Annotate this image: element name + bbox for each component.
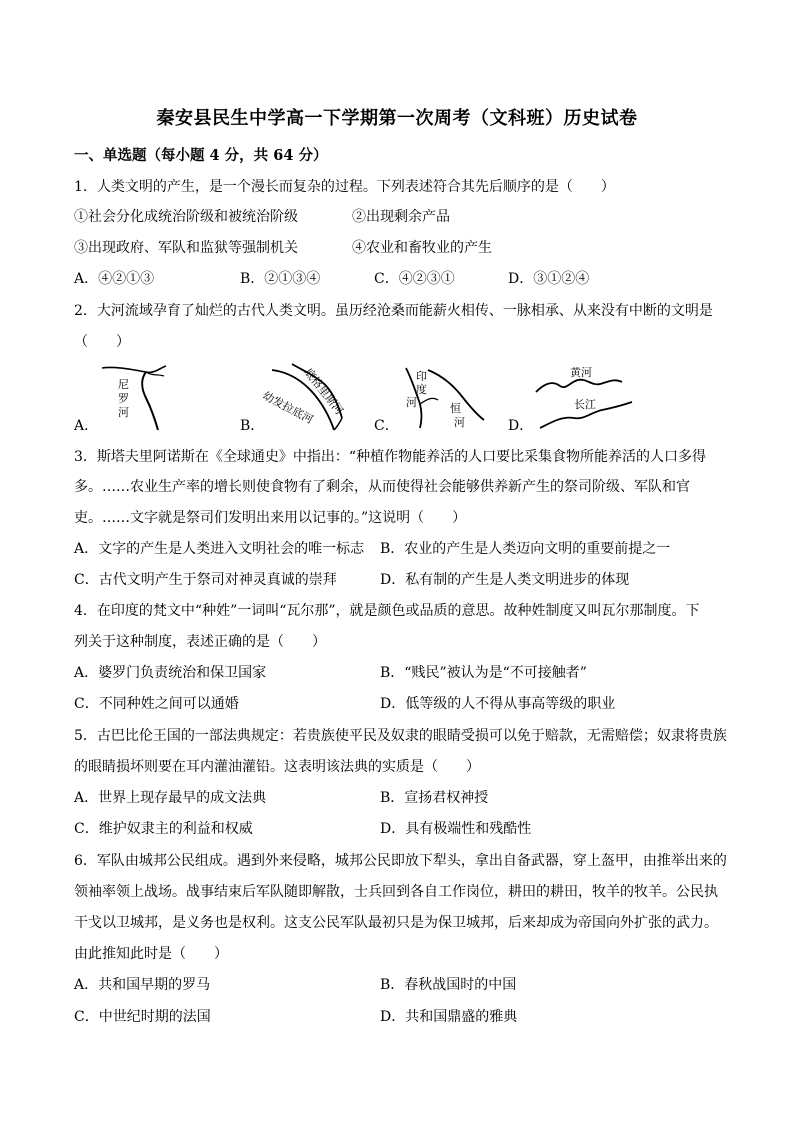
q2-option-c: C． bbox=[374, 418, 399, 434]
q6-option-a: A．共和国早期的罗马 bbox=[74, 977, 211, 993]
q6-option-b: B．春秋战国时的中国 bbox=[380, 977, 517, 993]
q5-option-d: D．具有极端性和残酷性 bbox=[380, 821, 532, 837]
q2-stem-line1: 2．大河流域孕育了灿烂的古代人类文明。虽历经沧桑而能薪火相传、一脉相承、从来没有中断的文明是 bbox=[74, 303, 713, 319]
q1-item-4: ④农业和畜牧业的产生 bbox=[352, 240, 492, 256]
q1-item-2: ②出现剩余产品 bbox=[352, 209, 450, 225]
q4-option-d: D．低等级的人不得从事高等级的职业 bbox=[380, 696, 616, 712]
q2-option-b: B． bbox=[240, 418, 265, 434]
q1-option-d: D．③①②④ bbox=[508, 271, 590, 287]
q5-stem-line2: 的眼睛损坏则要在耳内灌油灌铅。这表明该法典的实质是（ ） bbox=[74, 759, 480, 775]
q3-option-a: A．文字的产生是人类进入文明社会的唯一标志 bbox=[74, 541, 365, 557]
nile-label-3: 河 bbox=[118, 406, 129, 419]
q6-option-d: D．共和国鼎盛的雅典 bbox=[380, 1009, 518, 1025]
q1-stem: 1．人类文明的产生，是一个漫长而复杂的过程。下列表述符合其先后顺序的是（ ） bbox=[74, 179, 615, 195]
q6-stem-line2: 领袖率领上战场。战事结束后军队随即解散，士兵回到各自工作岗位，耕田的耕田，牧羊的牧羊。公民执 bbox=[74, 884, 718, 900]
q4-option-a: A．婆罗门负责统治和保卫国家 bbox=[74, 665, 267, 681]
yangtze-label: 长江 bbox=[574, 398, 596, 411]
nile-river-map bbox=[96, 362, 186, 434]
india-rivers-map bbox=[398, 360, 488, 432]
q4-option-b: B．“贱民”被认为是“不可接触者” bbox=[380, 665, 587, 681]
indus-label-3: 河 bbox=[406, 396, 417, 409]
indus-label-2: 度 bbox=[416, 383, 427, 396]
mesopotamia-map bbox=[258, 360, 358, 434]
q5-option-b: B．宣扬君权神授 bbox=[380, 790, 489, 806]
nile-label-1: 尼 bbox=[118, 378, 129, 391]
q3-stem-line2: 多。……农业生产率的增长则使食物有了剩余，从而使得社会能够供养新产生的祭司阶级、军队和官 bbox=[74, 479, 690, 495]
yellow-river-label: 黄河 bbox=[570, 366, 592, 379]
q4-stem-line2: 列关于这种制度，表述正确的是（ ） bbox=[74, 634, 326, 650]
q3-stem-line3: 吏。……文字就是祭司们发明出来用以记事的。”这说明（ ） bbox=[74, 510, 467, 526]
q5-option-a: A．世界上现存最早的成文法典 bbox=[74, 790, 267, 806]
q1-option-b: B．②①③④ bbox=[240, 271, 321, 287]
q3-option-d: D．私有制的产生是人类文明进步的体现 bbox=[380, 572, 630, 588]
q1-option-a: A．④②①③ bbox=[74, 271, 155, 287]
q4-option-c: C．不同种姓之间可以通婚 bbox=[74, 696, 239, 712]
ganges-label-2: 河 bbox=[454, 416, 465, 429]
q4-stem-line1: 4．在印度的梵文中“种姓”一词叫“瓦尔那”，就是颜色或品质的意思。故种姓制度又叫瓦尔那制度。下 bbox=[74, 603, 700, 619]
ganges-label-1: 恒 bbox=[450, 402, 461, 415]
nile-label-2: 罗 bbox=[118, 392, 129, 405]
section-heading: 一、单选题（每小题 4 分，共 64 分） bbox=[74, 147, 328, 164]
q3-option-c: C．古代文明产生于祭司对神灵真诚的崇拜 bbox=[74, 572, 337, 588]
q3-option-b: B．农业的产生是人类迈向文明的重要前提之一 bbox=[380, 541, 671, 557]
q6-stem-line1: 6．军队由城邦公民组成。遇到外来侵略，城邦公民即放下犁头，拿出自备武器，穿上盔甲，由推举出来的 bbox=[74, 853, 727, 869]
q3-stem-line1: 3．斯塔夫里阿诺斯在《全球通史》中指出：“种植作物能养活的人口要比采集食物所能养活的人口多得 bbox=[74, 449, 707, 465]
q2-option-d: D． bbox=[508, 418, 534, 434]
q1-option-c: C．④②③① bbox=[374, 271, 455, 287]
q1-item-3: ③出现政府、军队和监狱等强制机关 bbox=[74, 240, 298, 256]
q6-option-c: C．中世纪时期的法国 bbox=[74, 1009, 211, 1025]
q5-option-c: C．维护奴隶主的利益和权威 bbox=[74, 821, 253, 837]
china-rivers-map bbox=[530, 362, 640, 432]
q1-item-1: ①社会分化成统治阶级和被统治阶级 bbox=[74, 209, 298, 225]
q6-stem-line4: 由此推知此时是（ ） bbox=[74, 946, 228, 962]
q2-stem-line2: （ ） bbox=[74, 334, 130, 350]
q2-option-a: A． bbox=[74, 418, 99, 434]
euphrates-label: 幼发拉底河 bbox=[260, 389, 316, 427]
tigris-label: 底格里斯河 bbox=[301, 365, 346, 418]
indus-label-1: 印 bbox=[416, 370, 427, 383]
exam-title: 秦安县民生中学高一下学期第一次周考（文科班）历史试卷 bbox=[156, 108, 638, 129]
q5-stem-line1: 5．古巴比伦王国的一部法典规定：若贵族使平民及奴隶的眼睛受损可以免于赔款，无需赔偿；奴隶将贵族 bbox=[74, 728, 727, 744]
q6-stem-line3: 干戈以卫城邦，是义务也是权利。这支公民军队最初只是为保卫城邦，后来却成为帝国向外扩张的武力。 bbox=[74, 915, 718, 931]
